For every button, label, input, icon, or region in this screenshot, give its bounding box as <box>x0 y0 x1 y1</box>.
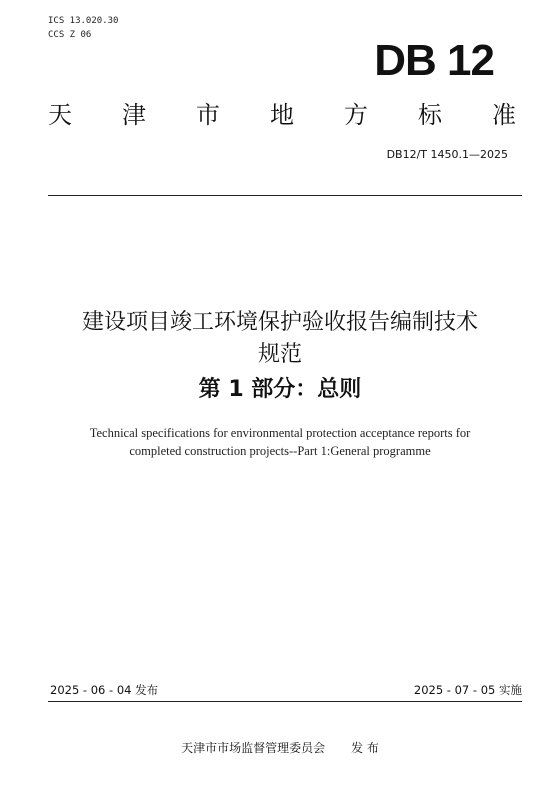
title-en-line1: Technical specifications for environmental protection acceptance reports for <box>89 426 471 440</box>
ics-code: ICS 13.020.30 <box>48 16 119 26</box>
title-en-line2: completed construction projects--Part 1:General programme <box>129 444 431 458</box>
issuer-char: 准 <box>492 101 516 129</box>
issuer-char: 津 <box>122 101 146 129</box>
implement-date: 2025 - 07 - 05 实施 <box>413 683 522 697</box>
issuer-char: 方 <box>344 101 368 129</box>
header-divider <box>48 195 522 196</box>
publish-date: 2025 - 06 - 04 发布 <box>50 683 159 697</box>
issuer-char: 地 <box>270 101 294 129</box>
issue-action: 发 布 <box>351 741 379 755</box>
title-cn-part: 第 1 部分：总则 <box>198 377 362 402</box>
ccs-code: CCS Z 06 <box>48 30 92 40</box>
issuer-char: 标 <box>418 101 442 129</box>
footer-divider <box>48 701 522 702</box>
issuer-line <box>0 740 560 756</box>
title-cn-line1: 建设项目竣工环境保护验收报告编制技术 <box>81 310 478 335</box>
standard-number: DB12/T 1450.1—2025 <box>386 148 508 161</box>
issuer-char: 天 <box>48 101 72 129</box>
issuing-authority: 天津市市场监督管理委员会 <box>181 741 326 755</box>
issuer-title <box>48 101 516 129</box>
db-logo: DB 12 <box>374 36 494 85</box>
title-cn-line2: 规范 <box>257 342 302 367</box>
issuer-char: 市 <box>196 101 220 129</box>
